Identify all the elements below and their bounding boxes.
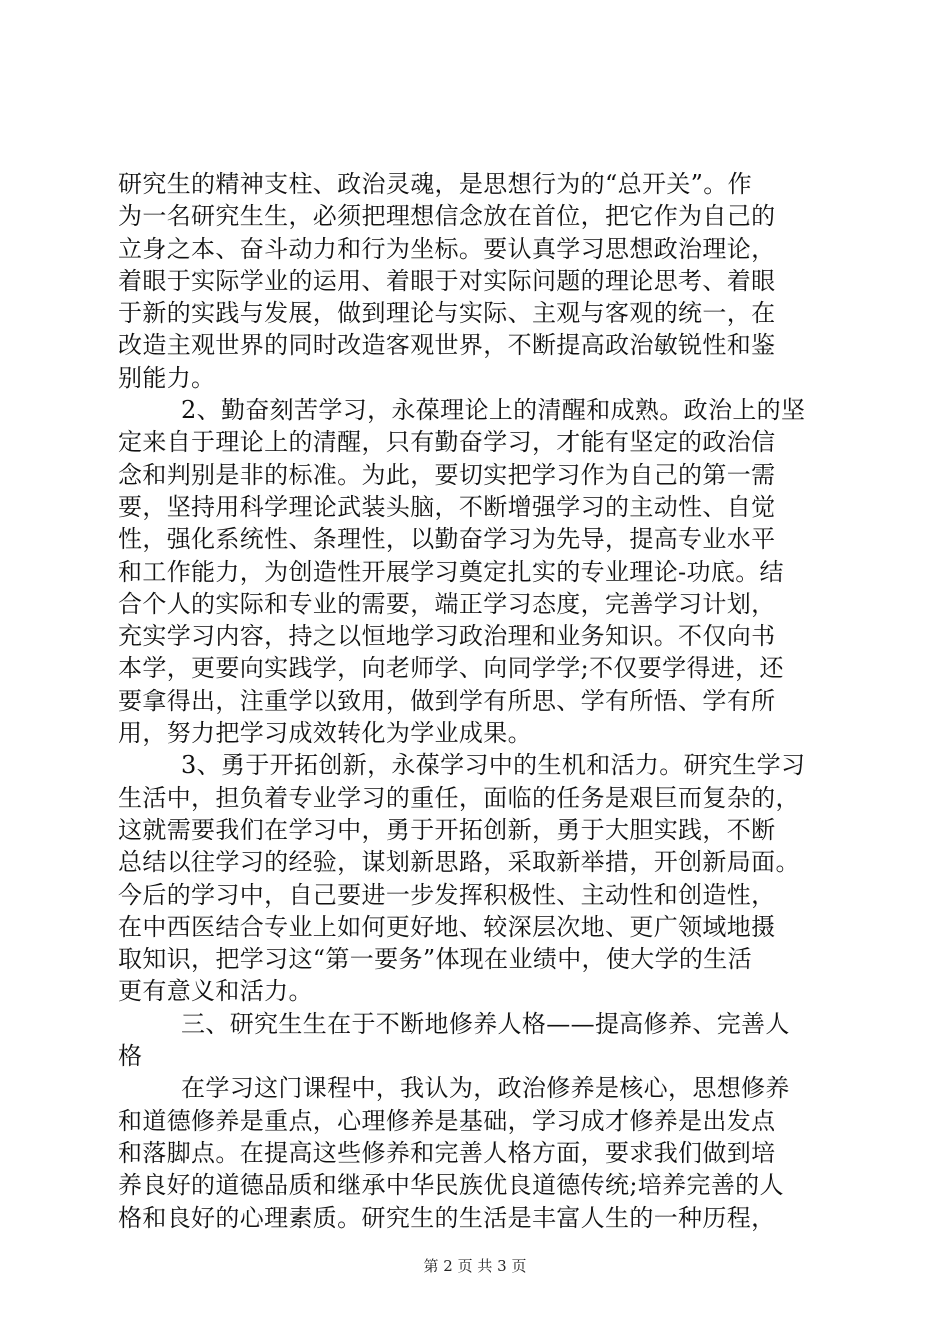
text-line: 今后的学习中，自己要进一步发挥积极性、主动性和创造性， bbox=[118, 880, 776, 909]
text-line: 改造主观世界的同时改造客观世界，不断提高政治敏锐性和鉴 bbox=[118, 331, 776, 360]
text-line: 生活中，担负着专业学习的重任，面临的任务是艰巨而复杂的， bbox=[118, 783, 800, 812]
text-line: 更有意义和活力。 bbox=[118, 977, 313, 1006]
text-line: 要拿得出，注重学以致用，做到学有所思、学有所悟、学有所 bbox=[118, 686, 776, 715]
text-line: 和道德修养是重点，心理修养是基础，学习成才修养是出发点 bbox=[118, 1106, 776, 1135]
text-line: 用，努力把学习成效转化为学业成果。 bbox=[118, 719, 532, 748]
text-line: 为一名研究生生，必须把理想信念放在首位，把它作为自己的 bbox=[118, 202, 776, 231]
text-line: 研究生的精神支柱、政治灵魂，是思想行为的“总开关”。作 bbox=[118, 170, 752, 198]
text-line: 格 bbox=[118, 1042, 143, 1071]
page-footer: 第 2 页 共 3 页 bbox=[423, 1257, 527, 1275]
text-line: 合个人的实际和专业的需要，端正学习态度，完善学习计划， bbox=[118, 589, 776, 618]
text-line: 念和判别是非的标准。为此，要切实把学习作为自己的第一需 bbox=[118, 460, 776, 489]
text-line: 总结以往学习的经验，谋划新思路，采取新举措，开创新局面。 bbox=[118, 848, 800, 877]
text-line: 本学，更要向实践学，向老师学、向同学学;不仅要学得进，还 bbox=[118, 654, 784, 683]
text-line: 在中西医结合专业上如何更好地、较深层次地、更广领域地摄 bbox=[118, 912, 776, 941]
text-line: 格和良好的心理素质。研究生的生活是丰富人生的一种历程， bbox=[118, 1203, 776, 1232]
text-line: 和工作能力，为创造性开展学习奠定扎实的专业理论-功底。结 bbox=[118, 557, 784, 586]
text-line: 2、勤奋刻苦学习，永葆理论上的清醒和成熟。政治上的坚 bbox=[181, 396, 806, 425]
text-line: 充实学习内容，持之以恒地学习政治理和业务知识。不仅向书 bbox=[118, 622, 776, 651]
text-line: 3、勇于开拓创新，永葆学习中的生机和活力。研究生学习 bbox=[181, 751, 806, 780]
text-line: 在学习这门课程中，我认为，政治修养是核心，思想修养 bbox=[181, 1074, 790, 1103]
text-line: 立身之本、奋斗动力和行为坐标。要认真学习思想政治理论， bbox=[118, 234, 776, 263]
document-body bbox=[118, 168, 838, 1234]
text-line: 于新的实践与发展，做到理论与实际、主观与客观的统一，在 bbox=[118, 299, 776, 328]
text-line: 和落脚点。在提高这些修养和完善人格方面，要求我们做到培 bbox=[118, 1138, 776, 1167]
text-line: 性，强化系统性、条理性，以勤奋学习为先导，提高专业水平 bbox=[118, 525, 776, 554]
text-line: 定来自于理论上的清醒，只有勤奋学习，才能有坚定的政治信 bbox=[118, 428, 776, 457]
text-line: 别能力。 bbox=[118, 363, 216, 392]
text-line: 取知识，把学习这“第一要务”体现在业绩中，使大学的生活 bbox=[118, 945, 752, 974]
text-line: 这就需要我们在学习中，勇于开拓创新，勇于大胆实践，不断 bbox=[118, 815, 776, 844]
text-line: 着眼于实际学业的运用、着眼于对实际问题的理论思考、着眼 bbox=[118, 266, 776, 295]
text-line: 养良好的道德品质和继承中华民族优良道德传统;培养完善的人 bbox=[118, 1171, 784, 1200]
text-line: 要，坚持用科学理论武装头脑，不断增强学习的主动性、自觉 bbox=[118, 492, 776, 521]
text-line: 三、研究生生在于不断地修养人格——提高修养、完善人 bbox=[181, 1009, 790, 1038]
